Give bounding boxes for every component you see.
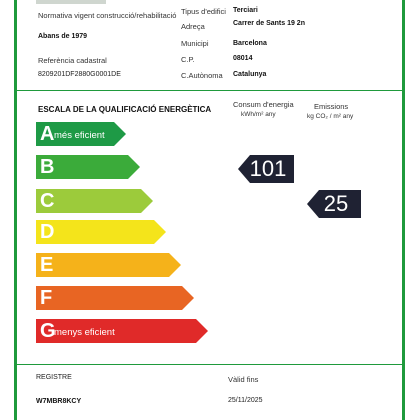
consum-value: 101: [249, 156, 287, 181]
adreca-label: Adreça: [181, 22, 205, 31]
tipus-value: Terciari: [233, 7, 258, 14]
registre-label: REGISTRE: [36, 374, 72, 381]
rating-letter-c: C: [40, 190, 55, 212]
emissions-rating-badge: [307, 190, 361, 218]
rating-letter-b: B: [40, 156, 55, 178]
rating-bar-d: [36, 220, 166, 244]
tipus-label: Tipus d'edifici: [181, 7, 226, 16]
consum-label: Consum d'energia: [233, 100, 294, 109]
rating-bar-f: [36, 286, 194, 310]
rating-bar-e: [36, 253, 181, 277]
cp-value: 08014: [233, 55, 253, 62]
municipi-label: Municipi: [181, 39, 209, 48]
normativa-value: Abans de 1979: [38, 33, 88, 40]
rating-bar-a: [36, 122, 126, 146]
emissions-value: 25: [323, 191, 349, 216]
cropped-header-text: [36, 0, 106, 4]
registre-value: W7MBR8KCY: [36, 398, 82, 405]
emissions-unit: kg CO₂ / m² any: [307, 113, 354, 120]
cp-label: C.P.: [181, 55, 195, 64]
rating-bar-c: [36, 189, 153, 213]
rating-letter-a: A: [40, 123, 55, 145]
consum-unit: kWh/m² any: [241, 111, 276, 118]
ca-value: Catalunya: [233, 71, 267, 78]
rating-letter-e: E: [40, 254, 54, 276]
adreca-value: Carrer de Sants 19 2n: [233, 20, 305, 27]
scale-title: ESCALA DE LA QUALIFICACIÓ ENERGÈTICA: [38, 105, 212, 114]
frame-right-border: [402, 0, 405, 420]
rating-letter-f: F: [40, 287, 53, 309]
ref-cadastral-value: 8209201DF2880G0001DE: [38, 71, 121, 78]
ca-label: C.Autònoma: [181, 71, 223, 80]
normativa-label: Normativa vigent construcció/rehabilitació: [38, 11, 177, 20]
ref-cadastral-label: Referència cadastral: [38, 56, 107, 65]
municipi-value: Barcelona: [233, 40, 267, 47]
rating-bar-g: [36, 319, 208, 343]
rating-letter-g: G: [40, 320, 56, 342]
consum-rating-badge: [238, 155, 294, 183]
valid-label: Vàlid fins: [228, 375, 259, 384]
emissions-label: Emissions: [314, 102, 349, 111]
valid-value: 25/11/2025: [228, 397, 263, 404]
frame-left-border: [14, 0, 17, 420]
rating-bar-b: [36, 155, 140, 179]
rating-letter-d: D: [40, 221, 55, 243]
header-divider: [17, 90, 402, 91]
rating-desc-a: més eficient: [54, 130, 105, 141]
rating-desc-g: menys eficient: [54, 327, 115, 338]
scale-divider: [17, 364, 402, 365]
